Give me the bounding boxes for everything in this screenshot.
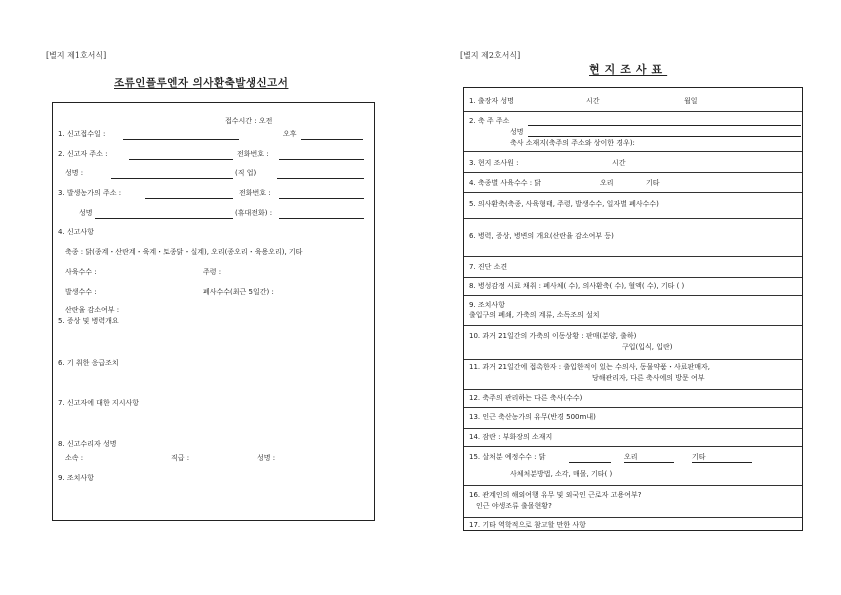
job-line (277, 178, 364, 179)
r15-duck: 오리 (624, 453, 638, 461)
row-divider (464, 256, 802, 257)
r16-label: 16. 관계인의 해외여행 유무 및 외국인 근로자 고용여부? (469, 491, 642, 499)
row-divider (464, 428, 802, 429)
rank-label: 직급 : (171, 454, 190, 462)
r15-duck-line (624, 462, 674, 463)
name2-line (95, 218, 233, 219)
r9-label: 9. 조치사항 (469, 301, 505, 309)
form2-header: [별지 제2호서식] (460, 51, 521, 60)
form1-header: [별지 제1호서식] (46, 51, 107, 60)
r3-time: 시간 (612, 159, 626, 167)
reporter-address-line (129, 159, 233, 160)
r1-label: 1. 출장자 성명 (469, 97, 514, 105)
row-divider (464, 485, 802, 486)
row-divider (464, 151, 802, 152)
pm-label: 오후 (283, 130, 297, 138)
receipt-date-line (123, 139, 239, 140)
row-divider (464, 295, 802, 296)
row-divider (464, 446, 802, 447)
r2-address-line (528, 125, 801, 126)
row-divider (464, 277, 802, 278)
r11-label: 11. 과거 21일간에 접촉한자 : 출입한적이 있는 수의사, 동물약품・사료판매자, (469, 363, 710, 371)
r1-date: 월일 (684, 97, 698, 105)
farm-address-line (145, 198, 233, 199)
symptoms-label: 5. 증상 및 병력개요 (58, 317, 119, 325)
r15-etc: 기타 (692, 453, 706, 461)
report-items-label: 4. 신고사항 (58, 228, 94, 236)
r10-detail: 구입(입식, 입란) (622, 343, 673, 351)
job-label: (직 업) (235, 169, 257, 177)
emergency-label: 6. 기 취한 응급조치 (58, 359, 119, 367)
form1-frame (52, 102, 375, 521)
mobile-label: (휴대전화) : (235, 209, 273, 217)
farm-address-label: 3. 발생농가의 주소 : (58, 189, 122, 197)
receiver-label: 8. 신고수리자 성명 (58, 440, 117, 448)
row-divider (464, 218, 802, 219)
receipt-time-label: 접수시간 : 오전 (225, 117, 273, 125)
r2-address: 2. 축 주 주소 (469, 117, 510, 125)
row-divider (464, 517, 802, 518)
r12-label: 12. 축주의 관리하는 다른 축사(수수) (469, 394, 583, 402)
row-divider (464, 111, 802, 112)
phone-label: 전화번호 : (237, 150, 269, 158)
r16-detail: 인근 야생조류 출몰현황? (476, 502, 552, 510)
reporter-address-label: 2. 신고자 주소 : (58, 150, 108, 158)
r11-detail: 당해관리자, 다른 축사에의 방문 여부 (592, 374, 705, 382)
age-label: 주령 : (203, 268, 222, 276)
r2-name-line (528, 136, 801, 137)
r17-label: 17. 기타 역학적으로 참고할 만한 사항 (469, 521, 586, 529)
head-count-label: 사육수수 : (65, 268, 97, 276)
name-label: 성명 : (65, 169, 84, 177)
r7-label: 7. 진단 소견 (469, 263, 508, 271)
row-divider (464, 325, 802, 326)
r8-label: 8. 병성감정 시료 채취 : 폐사체( 수), 의사환축( 수), 혈액( 수), 기타 ( ) (469, 282, 685, 290)
r10-label: 10. 과거 21일간의 가축의 이동상황 : 판매(분양, 출하) (469, 332, 637, 340)
r15-disposal: 사체처분방법, 소각, 매몰, 기타( ) (510, 470, 613, 478)
r15-chicken-line (569, 462, 611, 463)
pm-line (301, 139, 363, 140)
r1-time: 시간 (586, 97, 600, 105)
r9-detail: 출입구의 폐쇄, 가축의 계류, 소독조의 설치 (469, 311, 600, 319)
dept-label: 소속 : (65, 454, 84, 462)
r5-label: 5. 의사환축(축종, 사육형태, 주령, 발생수수, 일자별 폐사수수) (469, 200, 659, 208)
egg-drop-label: 산란율 감소여부 : (65, 306, 120, 314)
r13-label: 13. 인근 축산농가의 유무(반경 500m내) (469, 413, 596, 421)
r4-label: 4. 축종별 사육수수 : 닭 (469, 179, 542, 187)
instructions-label: 7. 신고자에 대한 지시사항 (58, 399, 139, 407)
name3-label: 성명 : (257, 454, 276, 462)
r4-duck: 오리 (600, 179, 614, 187)
r14-label: 14. 잠란 : 부화장의 소재지 (469, 433, 553, 441)
form2-frame (463, 87, 803, 531)
r4-etc: 기타 (646, 179, 660, 187)
name-line (111, 178, 233, 179)
r3-label: 3. 현지 조사원 : (469, 159, 519, 167)
receipt-date-label: 1. 신고접수일 : (58, 130, 106, 138)
row-divider (464, 407, 802, 408)
r6-label: 6. 병력, 증상, 병변의 개요(산란율 감소여부 등) (469, 232, 614, 240)
mobile-line (279, 218, 364, 219)
r15-label: 15. 살처분 예정수수 : 닭 (469, 453, 546, 461)
row-divider (464, 192, 802, 193)
r2-barn: 축사 소재지(축주의 주소와 상이한 경우): (510, 139, 635, 147)
phone2-label: 전화번호 : (239, 189, 271, 197)
form2-title: 현지조사표 (589, 63, 668, 76)
row-divider (464, 359, 802, 360)
onset-count-label: 발생수수 : (65, 288, 97, 296)
r15-etc-line (692, 462, 752, 463)
r2-name: 성명 (510, 128, 524, 136)
phone2-line (279, 198, 364, 199)
species-label: 축종 : 닭(종계・산란계・육계・토종닭・실계), 오리(종오리・육용오리), 기타 (65, 248, 303, 256)
name2-label: 성명 (79, 209, 93, 217)
row-divider (464, 172, 802, 173)
phone-line (279, 159, 364, 160)
actions-label: 9. 조치사항 (58, 474, 94, 482)
death-count-label: 폐사수수(최근 5일간) : (203, 288, 274, 296)
row-divider (464, 389, 802, 390)
form1-title: 조류인플루엔자 의사환축발생신고서 (114, 77, 289, 89)
